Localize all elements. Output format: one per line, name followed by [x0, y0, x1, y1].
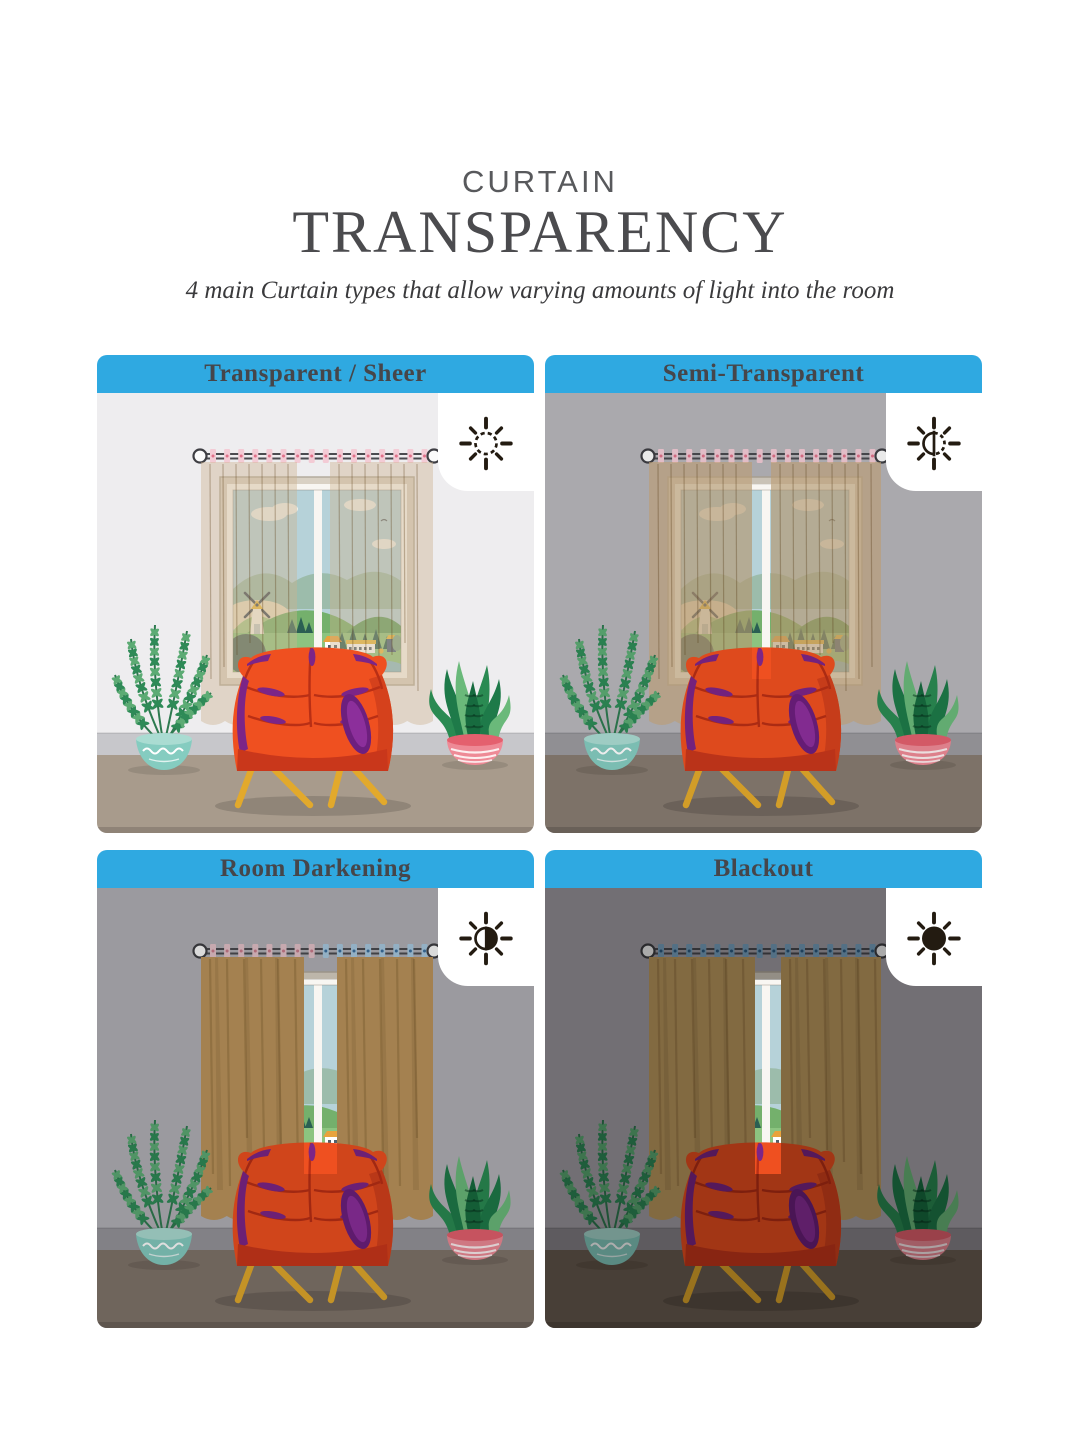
panel-header — [545, 850, 982, 888]
panel-semi-transparent — [545, 355, 982, 833]
panel-grid — [97, 355, 982, 1328]
page-title: TRANSPARENCY — [292, 199, 788, 265]
sun-dashed-icon — [450, 406, 522, 478]
panel-title: Transparent / Sheer — [204, 360, 427, 388]
sun-half-dashed-icon — [898, 406, 970, 478]
light-level-icon-box — [886, 393, 982, 491]
panel-transparent-sheer — [97, 355, 534, 833]
panel-title: Blackout — [713, 855, 814, 883]
panel-title: Semi-Transparent — [662, 360, 865, 388]
sun-filled-icon — [898, 901, 970, 973]
sun-half-filled-icon — [450, 901, 522, 973]
panel-header — [545, 355, 982, 393]
panel-blackout — [545, 850, 982, 1328]
panel-header — [97, 850, 534, 888]
light-level-icon-box — [438, 888, 534, 986]
light-level-icon-box — [438, 393, 534, 491]
title-kicker: CURTAIN — [462, 164, 618, 199]
panel-header — [97, 355, 534, 393]
panel-title: Room Darkening — [219, 855, 412, 883]
page-subtitle: 4 main Curtain types that allow varying amounts of light into the room — [185, 277, 895, 305]
panel-room-darkening — [97, 850, 534, 1328]
masthead — [0, 0, 1080, 305]
light-level-icon-box — [886, 888, 982, 986]
